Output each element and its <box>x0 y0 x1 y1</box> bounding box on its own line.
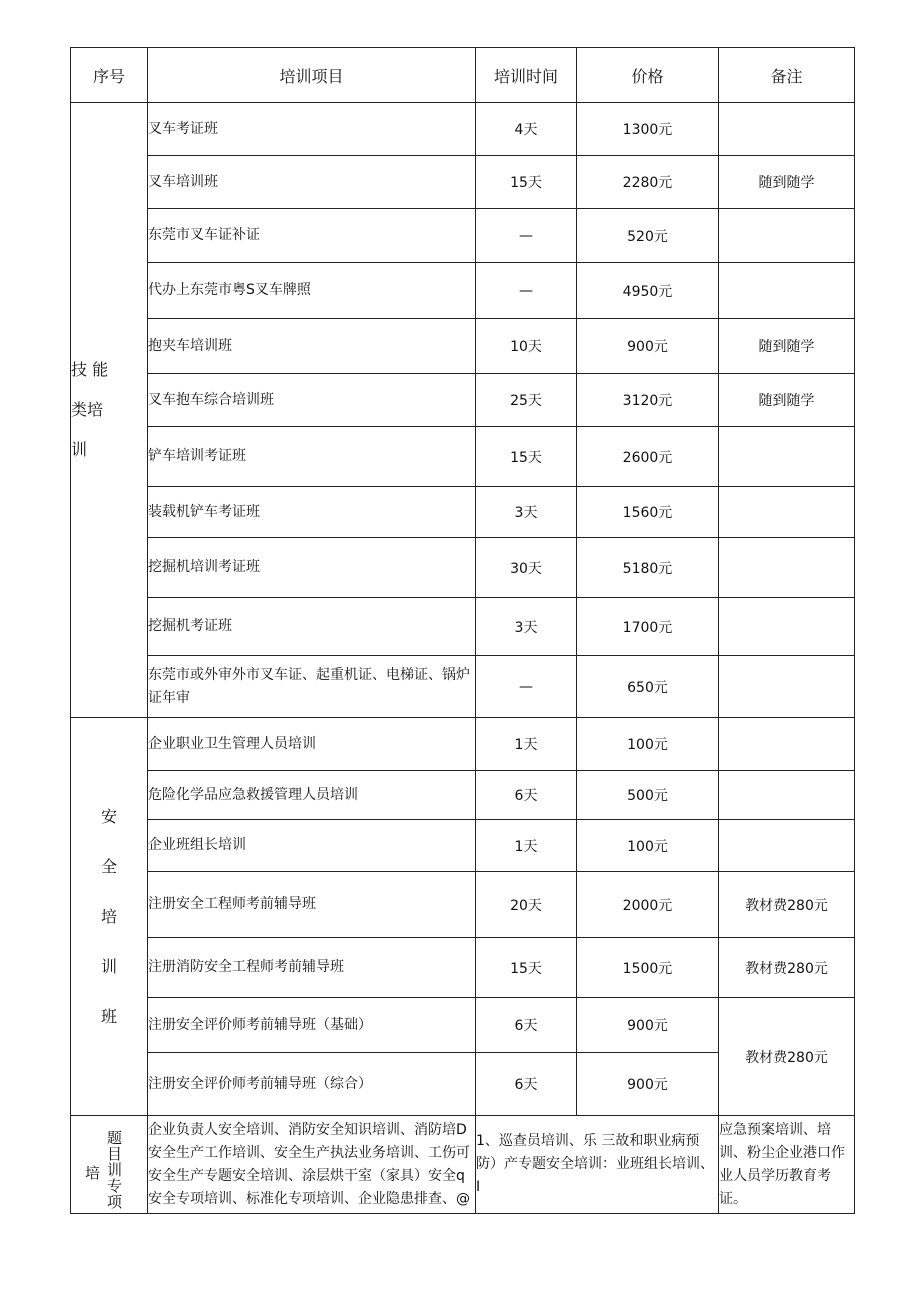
item-cell: 挖掘机培训考证班 <box>148 538 476 598</box>
time-cell: — <box>476 656 577 718</box>
price-cell: 500元 <box>577 771 719 820</box>
price-cell: 2280元 <box>577 156 719 209</box>
time-cell: 3天 <box>476 487 577 538</box>
header-item: 培训项目 <box>148 48 476 103</box>
header-row <box>71 48 855 103</box>
table-row <box>71 103 855 156</box>
time-cell: 1天 <box>476 820 577 872</box>
note-cell <box>719 427 855 487</box>
category-skills-line3: 训 <box>71 440 88 459</box>
item-cell: 挖掘机考证班 <box>148 598 476 656</box>
category-safety-char: 安 <box>100 806 117 826</box>
table-row <box>71 820 855 872</box>
time-cell: — <box>476 209 577 263</box>
note-cell <box>719 487 855 538</box>
note-cell <box>719 771 855 820</box>
note-cell <box>719 718 855 771</box>
header-note: 备注 <box>719 48 855 103</box>
header-price: 价格 <box>577 48 719 103</box>
time-cell: 25天 <box>476 374 577 427</box>
special-items-cell-2: 1、巡查员培训、乐 三故和职业病预防）产专题安全培训：业班组长培训、I <box>476 1116 719 1214</box>
time-cell: 6天 <box>476 1053 577 1116</box>
time-cell: 10天 <box>476 319 577 374</box>
table-row <box>71 427 855 487</box>
item-cell: 抱夹车培训班 <box>148 319 476 374</box>
time-cell: 20天 <box>476 872 577 938</box>
price-cell: 1560元 <box>577 487 719 538</box>
item-cell: 注册消防安全工程师考前辅导班 <box>148 938 476 998</box>
category-skills <box>71 103 148 718</box>
time-cell: 6天 <box>476 998 577 1053</box>
table-row <box>71 718 855 771</box>
price-cell: 4950元 <box>577 263 719 319</box>
note-cell <box>719 656 855 718</box>
category-special-label-a: 题目训专项 <box>107 1129 123 1211</box>
note-cell <box>719 820 855 872</box>
header-time: 培训时间 <box>476 48 577 103</box>
item-cell: 危险化学品应急救援管理人员培训 <box>148 771 476 820</box>
item-cell: 东莞市或外审外市叉车证、起重机证、电梯证、锅炉证年审 <box>148 656 476 718</box>
price-cell: 100元 <box>577 718 719 771</box>
item-cell: 东莞市叉车证补证 <box>148 209 476 263</box>
price-cell: 2600元 <box>577 427 719 487</box>
training-price-table <box>70 47 855 1214</box>
category-special-label-b: 培 <box>85 1164 101 1182</box>
table-row <box>71 209 855 263</box>
category-safety-char: 训 <box>100 956 117 976</box>
item-cell: 企业职业卫生管理人员培训 <box>148 718 476 771</box>
time-cell: 15天 <box>476 427 577 487</box>
note-cell <box>719 538 855 598</box>
item-cell: 注册安全工程师考前辅导班 <box>148 872 476 938</box>
table-row <box>71 487 855 538</box>
note-cell <box>719 103 855 156</box>
item-cell: 代办上东莞市粤S叉车牌照 <box>148 263 476 319</box>
time-cell: 15天 <box>476 938 577 998</box>
table-row <box>71 374 855 427</box>
category-safety-char: 培 <box>100 906 117 926</box>
time-cell: 4天 <box>476 103 577 156</box>
price-cell: 900元 <box>577 998 719 1053</box>
note-cell: 教材费280元 <box>719 938 855 998</box>
table-row <box>71 156 855 209</box>
note-cell: 随到随学 <box>719 156 855 209</box>
note-cell: 教材费280元 <box>719 872 855 938</box>
item-cell: 叉车抱车综合培训班 <box>148 374 476 427</box>
header-no: 序号 <box>71 48 148 103</box>
price-cell: 650元 <box>577 656 719 718</box>
table-row <box>71 938 855 998</box>
time-cell: 30天 <box>476 538 577 598</box>
category-special <box>71 1116 148 1214</box>
note-cell-merged: 教材费280元 <box>719 998 855 1116</box>
table-row <box>71 538 855 598</box>
time-cell: 6天 <box>476 771 577 820</box>
table-row <box>71 263 855 319</box>
table-row <box>71 656 855 718</box>
price-cell: 1300元 <box>577 103 719 156</box>
item-cell: 注册安全评价师考前辅导班（基础） <box>148 998 476 1053</box>
time-cell: — <box>476 263 577 319</box>
note-cell: 随到随学 <box>719 374 855 427</box>
price-cell: 900元 <box>577 319 719 374</box>
item-cell: 叉车考证班 <box>148 103 476 156</box>
note-cell <box>719 598 855 656</box>
special-items-cell: 企业负责人安全培训、消防安全知识培训、消防培D安全生产工作培训、安全生产执法业务培训、工伤可安全生产专题安全培训、涂层烘干室（家具）安全q安全专项培训、标准化专项培训、企业隐患排查、@ <box>148 1116 476 1214</box>
table-row <box>71 872 855 938</box>
price-cell: 1500元 <box>577 938 719 998</box>
price-cell: 520元 <box>577 209 719 263</box>
note-cell <box>719 209 855 263</box>
item-cell: 企业班组长培训 <box>148 820 476 872</box>
note-cell <box>719 263 855 319</box>
price-cell: 3120元 <box>577 374 719 427</box>
item-cell: 铲车培训考证班 <box>148 427 476 487</box>
time-cell: 1天 <box>476 718 577 771</box>
item-cell: 注册安全评价师考前辅导班（综合） <box>148 1053 476 1116</box>
price-cell: 900元 <box>577 1053 719 1116</box>
special-items-cell-3: 应急预案培训、培训、粉尘企业港口作业人员学历教育考证。 <box>719 1116 855 1214</box>
table-row <box>71 319 855 374</box>
table-row <box>71 771 855 820</box>
time-cell: 15天 <box>476 156 577 209</box>
item-cell: 叉车培训班 <box>148 156 476 209</box>
category-safety-char: 全 <box>100 856 117 876</box>
price-cell: 2000元 <box>577 872 719 938</box>
time-cell: 3天 <box>476 598 577 656</box>
table-row <box>71 598 855 656</box>
price-cell: 100元 <box>577 820 719 872</box>
price-cell: 5180元 <box>577 538 719 598</box>
item-cell: 装载机铲车考证班 <box>148 487 476 538</box>
table-row <box>71 1116 855 1214</box>
category-safety <box>71 718 148 1116</box>
category-safety-char: 班 <box>100 1006 117 1026</box>
category-skills-line1: 技 能 <box>71 360 109 379</box>
category-skills-line2: 类培 <box>71 400 104 419</box>
price-cell: 1700元 <box>577 598 719 656</box>
note-cell: 随到随学 <box>719 319 855 374</box>
table-row <box>71 998 855 1053</box>
